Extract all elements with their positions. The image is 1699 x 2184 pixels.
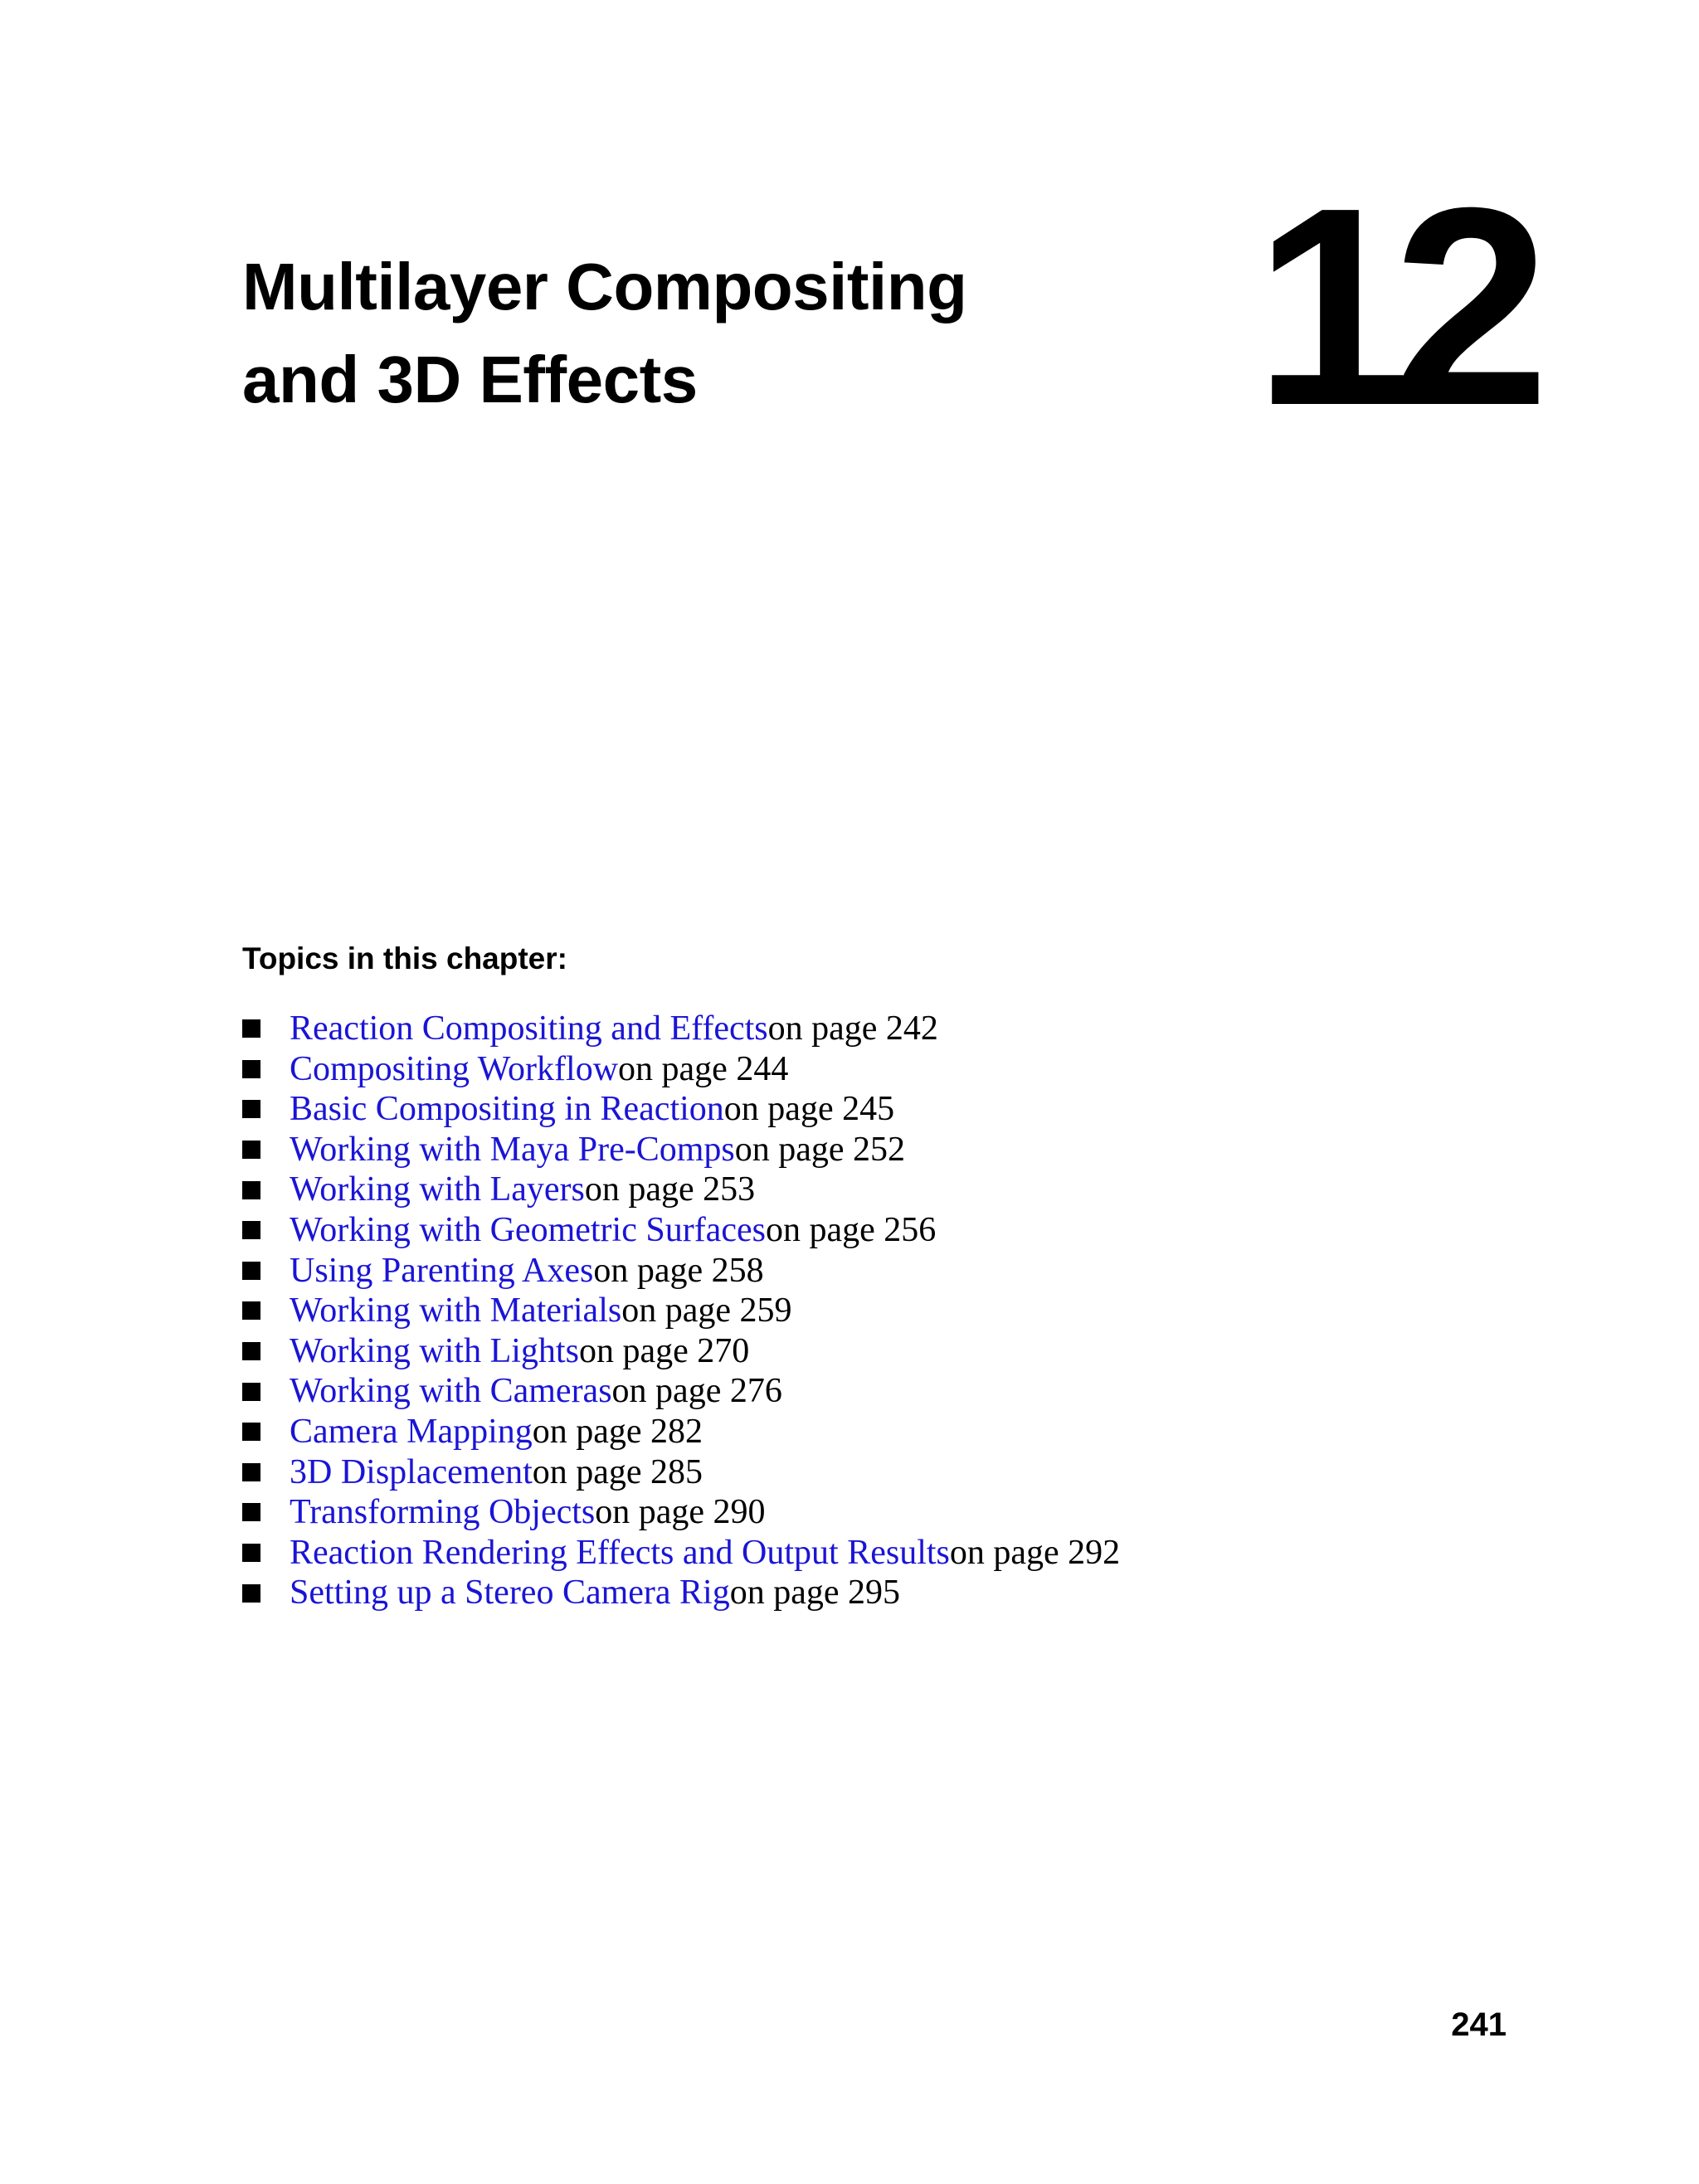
topic-item — [242, 1089, 1120, 1130]
square-bullet-icon — [242, 1544, 260, 1562]
square-bullet-icon — [242, 1423, 260, 1441]
topic-link[interactable]: Working with Maya Pre-Comps — [290, 1130, 735, 1169]
square-bullet-icon — [242, 1584, 260, 1603]
topic-page-ref: on page 292 — [949, 1533, 1121, 1572]
square-bullet-icon — [242, 1060, 260, 1078]
topic-list — [242, 1009, 1120, 1613]
topic-item — [242, 1533, 1120, 1574]
topic-item — [242, 1251, 1120, 1291]
topic-page-ref: on page 295 — [729, 1574, 901, 1612]
square-bullet-icon — [242, 1181, 260, 1199]
topic-page-ref: on page 256 — [765, 1210, 937, 1249]
page-number: 241 — [1451, 2006, 1507, 2043]
topic-page-ref: on page 252 — [734, 1130, 906, 1169]
square-bullet-icon — [242, 1463, 260, 1481]
square-bullet-icon — [242, 1301, 260, 1320]
topic-page-ref: on page 282 — [532, 1412, 703, 1451]
topic-page-ref: on page 290 — [595, 1493, 766, 1532]
topic-link[interactable]: Reaction Compositing and Effects — [290, 1009, 768, 1048]
topic-link[interactable]: Reaction Rendering Effects and Output Results — [290, 1533, 950, 1572]
topics-heading: Topics in this chapter: — [242, 941, 567, 975]
topic-item — [242, 1130, 1120, 1170]
chapter-title-line-1: Multilayer Compositing — [242, 250, 967, 323]
topic-link[interactable]: Working with Materials — [290, 1291, 622, 1330]
square-bullet-icon — [242, 1383, 260, 1401]
topic-link[interactable]: Transforming Objects — [290, 1493, 596, 1532]
square-bullet-icon — [242, 1019, 260, 1038]
square-bullet-icon — [242, 1141, 260, 1159]
topic-page-ref: on page 276 — [611, 1372, 782, 1411]
topic-page-ref: on page 285 — [532, 1452, 703, 1491]
topic-link[interactable]: Working with Geometric Surfaces — [290, 1210, 766, 1249]
topic-link[interactable]: Setting up a Stereo Camera Rig — [290, 1574, 730, 1612]
chapter-title — [242, 241, 967, 426]
square-bullet-icon — [242, 1262, 260, 1280]
topic-link[interactable]: Camera Mapping — [290, 1412, 533, 1451]
chapter-title-line-2: and 3D Effects — [242, 343, 698, 416]
topic-page-ref: on page 242 — [767, 1009, 938, 1048]
topic-item — [242, 1371, 1120, 1412]
topic-item — [242, 1210, 1120, 1251]
topic-item — [242, 1452, 1120, 1493]
topic-page-ref: on page 253 — [584, 1170, 756, 1209]
topic-item — [242, 1049, 1120, 1090]
topic-link[interactable]: Basic Compositing in Reaction — [290, 1090, 724, 1129]
topic-page-ref: on page 245 — [723, 1090, 895, 1129]
topic-page-ref: on page 244 — [618, 1049, 789, 1088]
topic-link[interactable]: Working with Cameras — [290, 1372, 612, 1411]
topic-item — [242, 1170, 1120, 1210]
topic-item — [242, 1492, 1120, 1533]
topic-link[interactable]: Using Parenting Axes — [290, 1251, 594, 1290]
topic-item — [242, 1009, 1120, 1049]
topic-page-ref: on page 270 — [578, 1331, 750, 1370]
topic-item — [242, 1412, 1120, 1452]
topic-item — [242, 1291, 1120, 1331]
square-bullet-icon — [242, 1503, 260, 1521]
topic-link[interactable]: Working with Lights — [290, 1331, 579, 1370]
square-bullet-icon — [242, 1342, 260, 1360]
square-bullet-icon — [242, 1100, 260, 1118]
topic-item — [242, 1573, 1120, 1613]
topic-page-ref: on page 259 — [621, 1291, 792, 1330]
topic-link[interactable]: 3D Displacement — [290, 1452, 533, 1491]
square-bullet-icon — [242, 1221, 260, 1239]
topic-page-ref: on page 258 — [593, 1251, 764, 1290]
chapter-number: 12 — [1254, 149, 1531, 465]
topic-link[interactable]: Compositing Workflow — [290, 1049, 619, 1088]
topic-link[interactable]: Working with Layers — [290, 1170, 585, 1209]
topic-item — [242, 1331, 1120, 1372]
